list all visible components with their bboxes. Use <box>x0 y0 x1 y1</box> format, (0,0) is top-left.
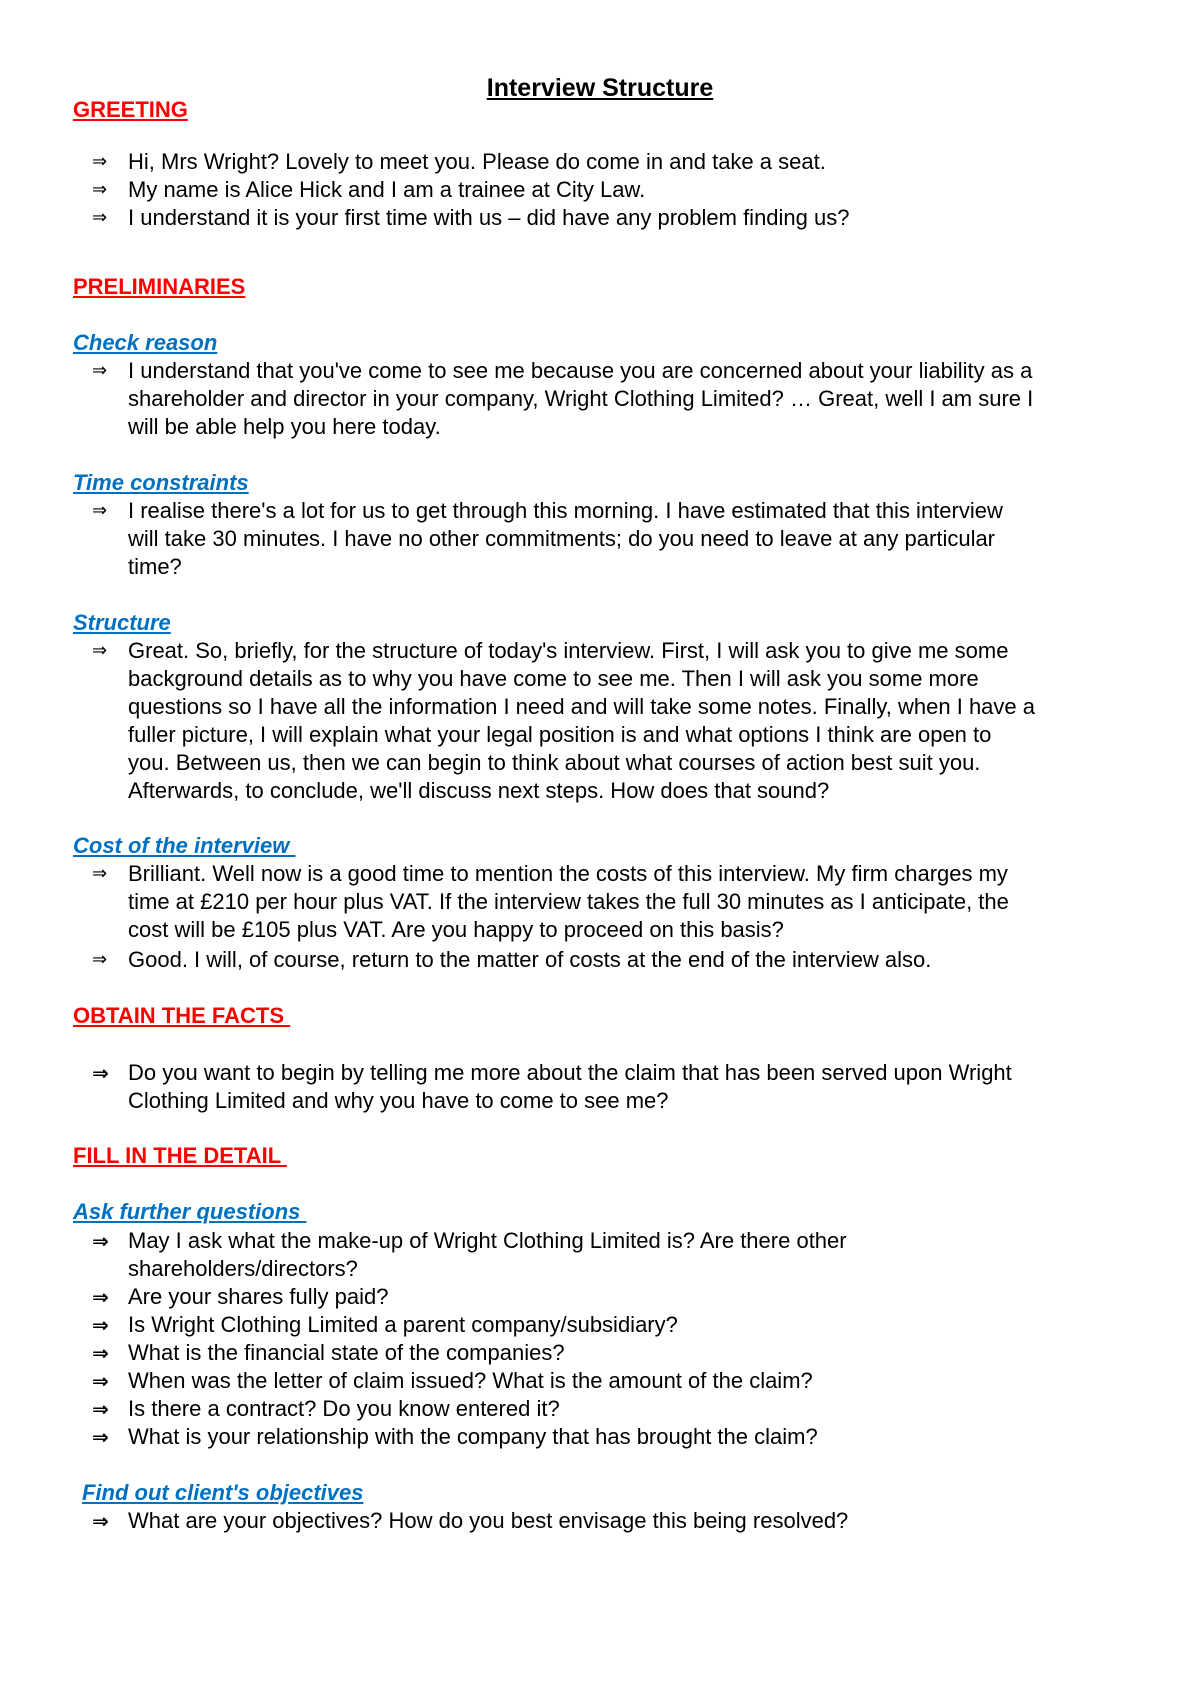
bullet-text: What is the financial state of the companies? <box>128 1340 565 1365</box>
arrow-icon: ⇒ <box>92 1369 109 1393</box>
arrow-icon: ⇒ <box>92 1285 109 1309</box>
arrow-icon: ⇒ <box>92 151 108 172</box>
page-title: Interview Structure <box>486 74 714 102</box>
subheading-further-questions: Ask further questions <box>73 1199 307 1224</box>
bullet-text: Great. So, briefly, for the structure of today's interview. First, I will ask you to give me some background details as to why you have come to see me. Then I will ask you some more questions so I have all the information I need and will take some notes. Finally, when I have a fuller picture, I will explain what your legal position is and what options I think are open to you. Between us, then we can begin to think about what courses of action best suit you. Afterwards, to conclude, we'll discuss next steps. How does that sound? <box>128 638 1035 803</box>
subheading-structure: Structure <box>73 610 171 635</box>
subheading-objectives: Find out client's objectives <box>82 1480 364 1505</box>
heading-obtain-facts: OBTAIN THE FACTS <box>73 1003 291 1028</box>
arrow-icon: ⇒ <box>92 863 108 884</box>
arrow-icon: ⇒ <box>92 179 108 200</box>
subheading-cost: Cost of the interview <box>73 833 296 858</box>
bullet-text: Is Wright Clothing Limited a parent company/subsidiary? <box>128 1312 678 1337</box>
arrow-icon: ⇒ <box>92 1425 109 1449</box>
bullet-text: I realise there's a lot for us to get through this morning. I have estimated that this interview will take 30 minutes. I have no other commitments; do you need to leave at any particular time? <box>128 498 1003 579</box>
bullet-text: Are your shares fully paid? <box>128 1284 389 1309</box>
arrow-icon: ⇒ <box>92 207 108 228</box>
bullet-text: Is there a contract? Do you know entered it? <box>128 1396 560 1421</box>
bullet-text: What are your objectives? How do you best envisage this being resolved? <box>128 1508 849 1533</box>
bullet-text: What is your relationship with the company that has brought the claim? <box>128 1424 818 1449</box>
bullet-text: I understand it is your first time with us – did have any problem finding us? <box>128 205 850 230</box>
bullet-text: When was the letter of claim issued? What is the amount of the claim? <box>128 1368 813 1393</box>
bullet-text: Do you want to begin by telling me more about the claim that has been served upon Wright Clothing Limited and why you have to come to see me? <box>128 1060 1012 1113</box>
arrow-icon: ⇒ <box>92 1229 109 1253</box>
arrow-icon: ⇒ <box>92 1341 109 1365</box>
arrow-icon: ⇒ <box>92 1313 109 1337</box>
arrow-icon: ⇒ <box>92 360 108 381</box>
bullet-text: Hi, Mrs Wright? Lovely to meet you. Please do come in and take a seat. <box>128 149 826 174</box>
heading-greeting: GREETING <box>73 97 188 122</box>
subheading-check-reason: Check reason <box>73 330 218 355</box>
bullet-text: I understand that you've come to see me because you are concerned about your liability as a shareholder and director in your company, Wright Clothing Limited? … Great, well I am sure I will be able help you here today. <box>128 358 1034 439</box>
bullet-text: Good. I will, of course, return to the matter of costs at the end of the interview also. <box>128 947 932 972</box>
arrow-icon: ⇒ <box>92 640 108 661</box>
bullet-text: Brilliant. Well now is a good time to mention the costs of this interview. My firm charges my time at £210 per hour plus VAT. If the interview takes the full 30 minutes as I anticipate, the cost will be £105 plus VAT. Are you happy to proceed on this basis? <box>128 861 1009 942</box>
bullet-text: My name is Alice Hick and I am a trainee at City Law. <box>128 177 646 202</box>
arrow-icon: ⇒ <box>92 500 108 521</box>
heading-preliminaries: PRELIMINARIES <box>73 274 246 299</box>
arrow-icon: ⇒ <box>92 949 108 970</box>
arrow-icon: ⇒ <box>92 1509 109 1533</box>
subheading-time-constraints: Time constraints <box>73 470 249 495</box>
arrow-icon: ⇒ <box>92 1397 109 1421</box>
heading-fill-detail: FILL IN THE DETAIL <box>73 1143 287 1168</box>
bullet-text: May I ask what the make-up of Wright Clothing Limited is? Are there other shareholders/directors? <box>128 1228 847 1281</box>
arrow-icon: ⇒ <box>92 1061 109 1085</box>
